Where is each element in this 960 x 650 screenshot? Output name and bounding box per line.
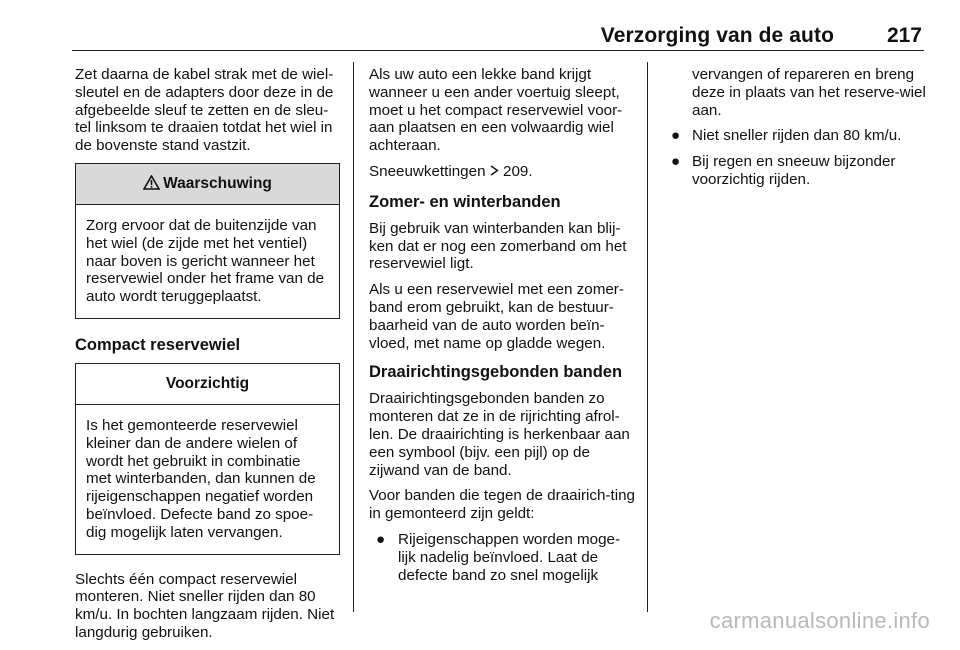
list-item-text: Bij regen en sneeuw bijzonder voorzichtig rijden. [692,153,896,188]
list-item-text: Rijeigenschappen worden moge-lijk nadelig beïnvloed. Laat de defecte band zo snel mogelijk [398,530,621,584]
caution-header: Voorzichtig [76,364,339,405]
header-rule [72,50,924,51]
warning-title: Waarschuwing [163,174,272,192]
watermark: carmanualsonline.info [709,608,930,633]
list-item [369,531,635,584]
warning-text: Zorg ervoor dat de buitenzijde van het wiel (de zijde met het ventiel) naar boven is gericht wanneer het reservewiel onder het frame van de auto wordt teruggeplaatst. [86,216,325,306]
column-divider-2 [647,62,648,612]
bullet-continuation: vervangen of repareren en breng deze in plaats van het reserve-wiel aan. [692,66,926,119]
page-number: 217 [886,24,922,47]
warning-header [76,164,339,205]
list-item-text: Niet sneller rijden dan 80 km/u. [692,127,902,145]
column-divider-1 [353,62,354,612]
snow-chains-reference[interactable] [369,163,635,182]
bullet-icon: ● [376,530,386,548]
bullet-icon: ● [671,127,681,145]
reverse-mount-paragraph: Voor banden die tegen de draairich-ting in gemonteerd zijn geldt: [369,487,635,523]
column-1 [75,66,340,650]
towing-paragraph: Als uw auto een lekke band krijgt wanneer u een ander voertuig sleept, moet u het compact reservewiel voor-aan plaatsen en een volwaardig wiel achteraan. [369,66,623,155]
heading-compact-spare: Compact reservewiel [75,335,241,354]
heading-summer-winter: Zomer- en winterbanden [369,192,561,211]
list-item [664,127,926,145]
outro-paragraph: Slechts één compact reservewiel monteren. Niet sneller rijden dan 80 km/u. In bochten langzaam rijden. Niet langdurig gebruiken. [75,570,335,641]
directional-paragraph: Draairichtingsgebonden banden zo monteren dat ze in de rijrichting afrol-len. De draairichting is herkenbaar aan een symbool (bijv. een pijl) op de zijwand van de band. [369,390,630,479]
spare-usage-list [664,127,926,188]
summer-spare-paragraph: Als u een reservewiel met een zomer-band erom gebruikt, kan de bestuur-baarheid van de auto worden beïn-vloed, met name op gladde wegen. [369,281,624,352]
winter-tyres-paragraph: Bij gebruik van winterbanden kan blij-ken dat er nog een zomerband om het reservewiel ligt. [369,219,627,273]
page-header [72,24,924,50]
warning-box [75,163,340,319]
heading-directional: Draairichtingsgebonden banden [369,363,623,382]
warning-triangle-icon [143,166,160,206]
caution-box [75,363,340,555]
snow-chains-label: Sneeuwkettingen [369,162,486,180]
column-2 [369,66,635,592]
bullet-icon: ● [671,153,681,171]
page-reference-arrow-icon [490,164,499,182]
reverse-mount-list [369,531,635,584]
list-item [664,153,926,189]
header-title: Verzorging van de auto [600,24,834,47]
snow-chains-page: 209. [503,162,533,180]
column-3 [664,66,926,197]
intro-paragraph: Zet daarna de kabel strak met de wiel-sleutel en de adapters door deze in de afgebeelde sleuf te zetten en de sleu-tel linksom te draaien totdat het wiel in de bovenste stand vastzit. [75,66,334,155]
caution-text: Is het gemonteerde reservewiel kleiner dan de andere wielen of wordt het gebruikt in combinatie met winterbanden, dan kunnen de rijeigenschappen negatief worden beïnvloed. Defecte band zo spoe-dig mogelijk laten vervangen. [86,416,316,541]
